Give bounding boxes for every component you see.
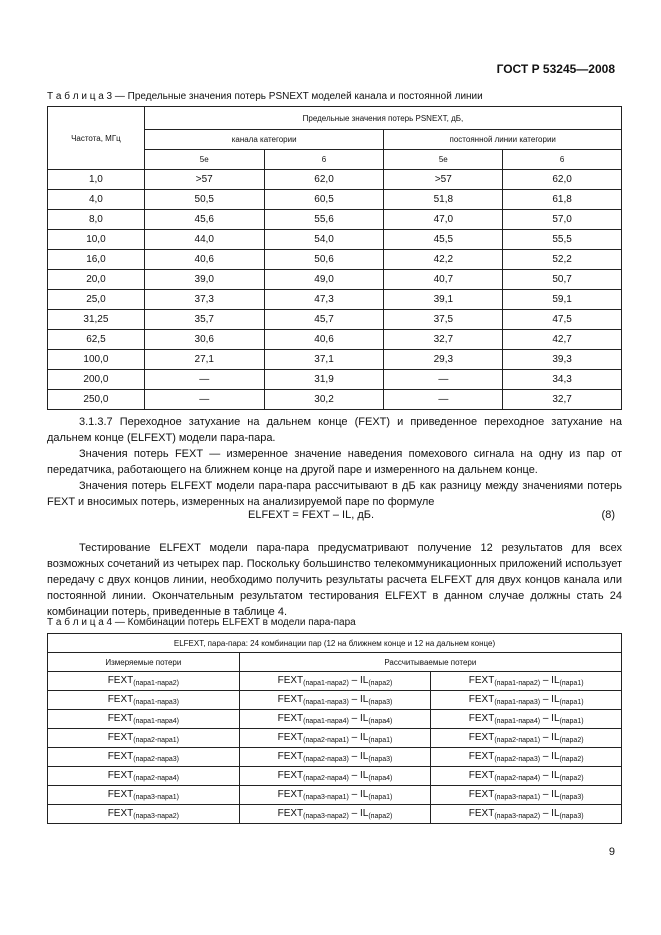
pair-subscript: (пара4): [368, 775, 393, 782]
table3-row: [48, 270, 622, 290]
page-number: 9: [608, 846, 615, 858]
table3-cell: 39,0: [144, 270, 264, 290]
table3-cell: —: [384, 390, 503, 410]
il-symbol: IL: [360, 789, 369, 800]
table4-calculated-cell: [239, 748, 431, 767]
pair-subscript: (пара3-пара2): [133, 813, 179, 820]
table3-cell: 45,5: [384, 230, 503, 250]
table3-cell: 10,0: [48, 230, 145, 250]
fext-symbol: FEXT: [107, 751, 134, 762]
table4-measured-cell: [48, 786, 240, 805]
table3-cell: 55,5: [503, 230, 622, 250]
minus-sign: –: [348, 770, 360, 781]
pair-subscript: (пара2-пара4): [133, 775, 179, 782]
table3-cell: —: [384, 370, 503, 390]
table3: [47, 106, 622, 410]
fext-symbol: FEXT: [468, 675, 495, 686]
table4-measured-cell: [48, 748, 240, 767]
table3-cell: 44,0: [144, 230, 264, 250]
table3-cell: 29,3: [384, 350, 503, 370]
table3-cell: 31,9: [264, 370, 384, 390]
table3-cell: 62,0: [264, 170, 384, 190]
pair-subscript: (пара1-пара3): [133, 699, 179, 706]
pair-subscript: (пара2): [559, 756, 584, 763]
table4-measured-cell: [48, 672, 240, 691]
pair-subscript: (пара3-пара2): [303, 813, 349, 820]
table3-header-psnext: Предельные значения потерь PSNEXT, дБ,: [144, 107, 621, 130]
table3-cell: >57: [384, 170, 503, 190]
pair-subscript: (пара1): [559, 699, 584, 706]
minus-sign: –: [540, 770, 552, 781]
pair-subscript: (пара2-пара4): [494, 775, 541, 782]
minus-sign: –: [540, 751, 552, 762]
table3-body: [48, 170, 622, 410]
table3-cell: 20,0: [48, 270, 145, 290]
table3-caption: Т а б л и ц а 3 — Предельные значения потерь PSNEXT моделей канала и постоянной линии: [47, 91, 483, 102]
pair-subscript: (пара2): [368, 680, 393, 687]
pair-subscript: (пара1-пара4): [303, 718, 349, 725]
table3-cell: 40,7: [384, 270, 503, 290]
il-symbol: IL: [551, 694, 560, 705]
table4-calculated-cell: [239, 786, 431, 805]
table3-cell: 250,0: [48, 390, 145, 410]
table3-cell: 62,0: [503, 170, 622, 190]
fext-symbol: FEXT: [107, 675, 134, 686]
il-symbol: IL: [551, 713, 560, 724]
fext-symbol: FEXT: [277, 732, 304, 743]
table3-cell: 31,25: [48, 310, 145, 330]
table3-cell: 42,7: [503, 330, 622, 350]
table3-cell: 60,5: [264, 190, 384, 210]
table3-cell: 59,1: [503, 290, 622, 310]
pair-subscript: (пара1-пара4): [494, 718, 541, 725]
fext-symbol: FEXT: [107, 694, 134, 705]
table3-cell: 55,6: [264, 210, 384, 230]
fext-symbol: FEXT: [107, 713, 134, 724]
table4-row: [48, 786, 622, 805]
table3-cell: 51,8: [384, 190, 503, 210]
fext-symbol: FEXT: [468, 713, 495, 724]
table3-cell: 37,5: [384, 310, 503, 330]
il-symbol: IL: [551, 732, 560, 743]
pair-subscript: (пара2-пара1): [494, 737, 541, 744]
minus-sign: –: [348, 732, 360, 743]
table3-row: [48, 350, 622, 370]
table3-cell: 39,3: [503, 350, 622, 370]
il-symbol: IL: [551, 789, 560, 800]
formula-elfext: ELFEXT = FEXT – IL, дБ.: [248, 509, 375, 521]
table3-cell: 40,6: [144, 250, 264, 270]
table3-cell: 54,0: [264, 230, 384, 250]
minus-sign: –: [540, 694, 552, 705]
fext-symbol: FEXT: [468, 694, 495, 705]
fext-symbol: FEXT: [468, 732, 495, 743]
table4-row: [48, 710, 622, 729]
il-symbol: IL: [360, 694, 369, 705]
table3-cell: 8,0: [48, 210, 145, 230]
table3-cell: 30,6: [144, 330, 264, 350]
table4-caption: Т а б л и ц а 4 — Комбинации потерь ELFEXT в модели пара-пара: [47, 617, 356, 628]
pair-subscript: (пара3): [559, 813, 584, 820]
table3-cell: >57: [144, 170, 264, 190]
pair-subscript: (пара3-пара1): [133, 794, 179, 801]
table3-row: [48, 170, 622, 190]
standard-number: ГОСТ Р 53245—2008: [496, 62, 615, 76]
il-symbol: IL: [360, 675, 369, 686]
table3-row: [48, 210, 622, 230]
minus-sign: –: [348, 694, 360, 705]
minus-sign: –: [540, 732, 552, 743]
table4: [47, 633, 622, 824]
formula-number: (8): [601, 509, 615, 521]
fext-symbol: FEXT: [107, 770, 134, 781]
minus-sign: –: [348, 751, 360, 762]
table3-cell: 39,1: [384, 290, 503, 310]
table3-cell: 45,7: [264, 310, 384, 330]
fext-symbol: FEXT: [277, 713, 304, 724]
pair-subscript: (пара1): [559, 718, 584, 725]
table3-cell: 47,0: [384, 210, 503, 230]
table3-cell: 47,5: [503, 310, 622, 330]
table3-cell: —: [144, 370, 264, 390]
il-symbol: IL: [551, 675, 560, 686]
pair-subscript: (пара2-пара1): [133, 737, 179, 744]
table4-calculated-cell: [431, 672, 622, 691]
pair-subscript: (пара3-пара2): [494, 813, 541, 820]
table3-header-link-6: 6: [503, 150, 622, 170]
il-symbol: IL: [360, 713, 369, 724]
pair-subscript: (пара3-пара1): [303, 794, 349, 801]
table3-cell: 40,6: [264, 330, 384, 350]
pair-subscript: (пара1-пара3): [494, 699, 541, 706]
table3-row: [48, 330, 622, 350]
table4-body: [48, 672, 622, 824]
table4-calculated-cell: [431, 767, 622, 786]
pair-subscript: (пара2-пара3): [303, 756, 349, 763]
table3-cell: 50,5: [144, 190, 264, 210]
pair-subscript: (пара1-пара4): [133, 718, 179, 725]
table4-calculated-cell: [431, 729, 622, 748]
table4-measured-cell: [48, 691, 240, 710]
table3-row: [48, 310, 622, 330]
minus-sign: –: [540, 789, 552, 800]
il-symbol: IL: [360, 808, 369, 819]
table3-cell: 34,3: [503, 370, 622, 390]
minus-sign: –: [348, 789, 360, 800]
table4-calculated-cell: [431, 786, 622, 805]
table3-cell: 61,8: [503, 190, 622, 210]
table3-cell: 25,0: [48, 290, 145, 310]
table4-header-calculated: Рассчитываемые потери: [239, 653, 621, 672]
il-symbol: IL: [360, 751, 369, 762]
table4-calculated-cell: [431, 805, 622, 824]
il-symbol: IL: [551, 808, 560, 819]
table4-measured-cell: [48, 767, 240, 786]
fext-symbol: FEXT: [277, 675, 304, 686]
table3-cell: 37,1: [264, 350, 384, 370]
table3-row: [48, 290, 622, 310]
il-symbol: IL: [360, 770, 369, 781]
pair-subscript: (пара3): [368, 756, 393, 763]
table4-measured-cell: [48, 805, 240, 824]
pair-subscript: (пара2-пара1): [303, 737, 349, 744]
table3-cell: 35,7: [144, 310, 264, 330]
pair-subscript: (пара1-пара2): [133, 680, 179, 687]
pair-subscript: (пара3): [368, 699, 393, 706]
paragraph-3-1-3-7: 3.1.3.7 Переходное затухание на дальнем конце (FEXT) и приведенное переходное затухание на дальнем конце (ELFEXT) модели пара-пара.: [47, 416, 622, 444]
paragraph-elfext-definition: Значения потерь ELFEXT модели пара-пара рассчитывают в дБ как разницу между значениями потерь FEXT и вносимых потерь, измеренных на анализируемой паре по формуле: [47, 480, 622, 508]
pair-subscript: (пара2): [368, 813, 393, 820]
paragraph-fext-definition: Значения потерь FEXT — измеренное значение наведения помехового сигнала на одну из пар от передатчика, работающего на ближнем конце на другой паре и измеренного на дальнем конце.: [47, 448, 622, 476]
table3-cell: 49,0: [264, 270, 384, 290]
table3-header-channel: канала категории: [144, 130, 384, 150]
fext-symbol: FEXT: [468, 770, 495, 781]
il-symbol: IL: [551, 751, 560, 762]
fext-symbol: FEXT: [107, 808, 134, 819]
pair-subscript: (пара2): [559, 737, 584, 744]
il-symbol: IL: [551, 770, 560, 781]
pair-subscript: (пара1-пара3): [303, 699, 349, 706]
table3-cell: 50,7: [503, 270, 622, 290]
pair-subscript: (пара1): [559, 680, 584, 687]
table3-row: [48, 370, 622, 390]
table4-calculated-cell: [239, 672, 431, 691]
table4-calculated-cell: [239, 805, 431, 824]
table3-cell: 62,5: [48, 330, 145, 350]
table3-cell: 32,7: [384, 330, 503, 350]
pair-subscript: (пара1-пара2): [303, 680, 349, 687]
pair-subscript: (пара2): [559, 775, 584, 782]
table3-header-link-5e: 5е: [384, 150, 503, 170]
fext-symbol: FEXT: [277, 789, 304, 800]
il-symbol: IL: [360, 732, 369, 743]
table4-measured-cell: [48, 710, 240, 729]
pair-subscript: (пара1-пара2): [494, 680, 541, 687]
table4-calculated-cell: [239, 767, 431, 786]
table4-calculated-cell: [239, 710, 431, 729]
table3-cell: 37,3: [144, 290, 264, 310]
minus-sign: –: [348, 808, 360, 819]
table4-calculated-cell: [431, 748, 622, 767]
table4-calculated-cell: [239, 691, 431, 710]
pair-subscript: (пара2-пара3): [494, 756, 541, 763]
pair-subscript: (пара1): [368, 794, 393, 801]
fext-symbol: FEXT: [107, 789, 134, 800]
table4-row: [48, 729, 622, 748]
table3-cell: 52,2: [503, 250, 622, 270]
minus-sign: –: [540, 808, 552, 819]
fext-symbol: FEXT: [107, 732, 134, 743]
table3-header-link: постоянной линии категории: [384, 130, 622, 150]
table3-row: [48, 190, 622, 210]
table3-cell: 27,1: [144, 350, 264, 370]
table3-cell: 30,2: [264, 390, 384, 410]
table3-row: [48, 230, 622, 250]
minus-sign: –: [540, 713, 552, 724]
table4-row: [48, 767, 622, 786]
pair-subscript: (пара3): [559, 794, 584, 801]
pair-subscript: (пара2-пара3): [133, 756, 179, 763]
minus-sign: –: [348, 675, 360, 686]
table4-calculated-cell: [239, 729, 431, 748]
pair-subscript: (пара1): [368, 737, 393, 744]
table4-calculated-cell: [431, 710, 622, 729]
table3-header-channel-6: 6: [264, 150, 384, 170]
fext-symbol: FEXT: [277, 770, 304, 781]
fext-symbol: FEXT: [468, 789, 495, 800]
table4-header-measured: Измеряемые потери: [48, 653, 240, 672]
table3-cell: 32,7: [503, 390, 622, 410]
table3-cell: 4,0: [48, 190, 145, 210]
table3-row: [48, 250, 622, 270]
table4-row: [48, 691, 622, 710]
table3-cell: 47,3: [264, 290, 384, 310]
table3-cell: 57,0: [503, 210, 622, 230]
fext-symbol: FEXT: [468, 808, 495, 819]
table3-cell: 200,0: [48, 370, 145, 390]
table3-header-channel-5e: 5е: [144, 150, 264, 170]
table3-cell: —: [144, 390, 264, 410]
paragraph-elfext-testing: Тестирование ELFEXT модели пара-пара предусматривают получение 12 результатов для всех возможных сочетаний из четырех пар. Поскольку большинство телекоммуникационных приложений использует передачу с двух концов линии, необходимо получить результаты расчета ELFEXT для двух концов канала или постоянной линии. Окончательным результатом тестирования ELFEXT в данном случае должны стать 24 комбинации потерь, приведенные в таблице 4.: [47, 542, 622, 618]
table3-cell: 1,0: [48, 170, 145, 190]
pair-subscript: (пара3-пара1): [494, 794, 541, 801]
table4-row: [48, 672, 622, 691]
table3-cell: 16,0: [48, 250, 145, 270]
minus-sign: –: [540, 675, 552, 686]
table4-measured-cell: [48, 729, 240, 748]
table4-row: [48, 748, 622, 767]
table3-cell: 50,6: [264, 250, 384, 270]
table3-header-frequency: Частота, МГц: [48, 107, 145, 170]
table4-title: ELFEXT, пара-пара: 24 комбинации пар (12 на ближнем конце и 12 на дальнем конце): [48, 634, 622, 653]
pair-subscript: (пара2-пара4): [303, 775, 349, 782]
minus-sign: –: [348, 713, 360, 724]
fext-symbol: FEXT: [277, 751, 304, 762]
table4-calculated-cell: [431, 691, 622, 710]
fext-symbol: FEXT: [277, 808, 304, 819]
fext-symbol: FEXT: [468, 751, 495, 762]
fext-symbol: FEXT: [277, 694, 304, 705]
table3-cell: 42,2: [384, 250, 503, 270]
table3-row: [48, 390, 622, 410]
pair-subscript: (пара4): [368, 718, 393, 725]
table3-cell: 45,6: [144, 210, 264, 230]
table3-cell: 100,0: [48, 350, 145, 370]
table4-row: [48, 805, 622, 824]
